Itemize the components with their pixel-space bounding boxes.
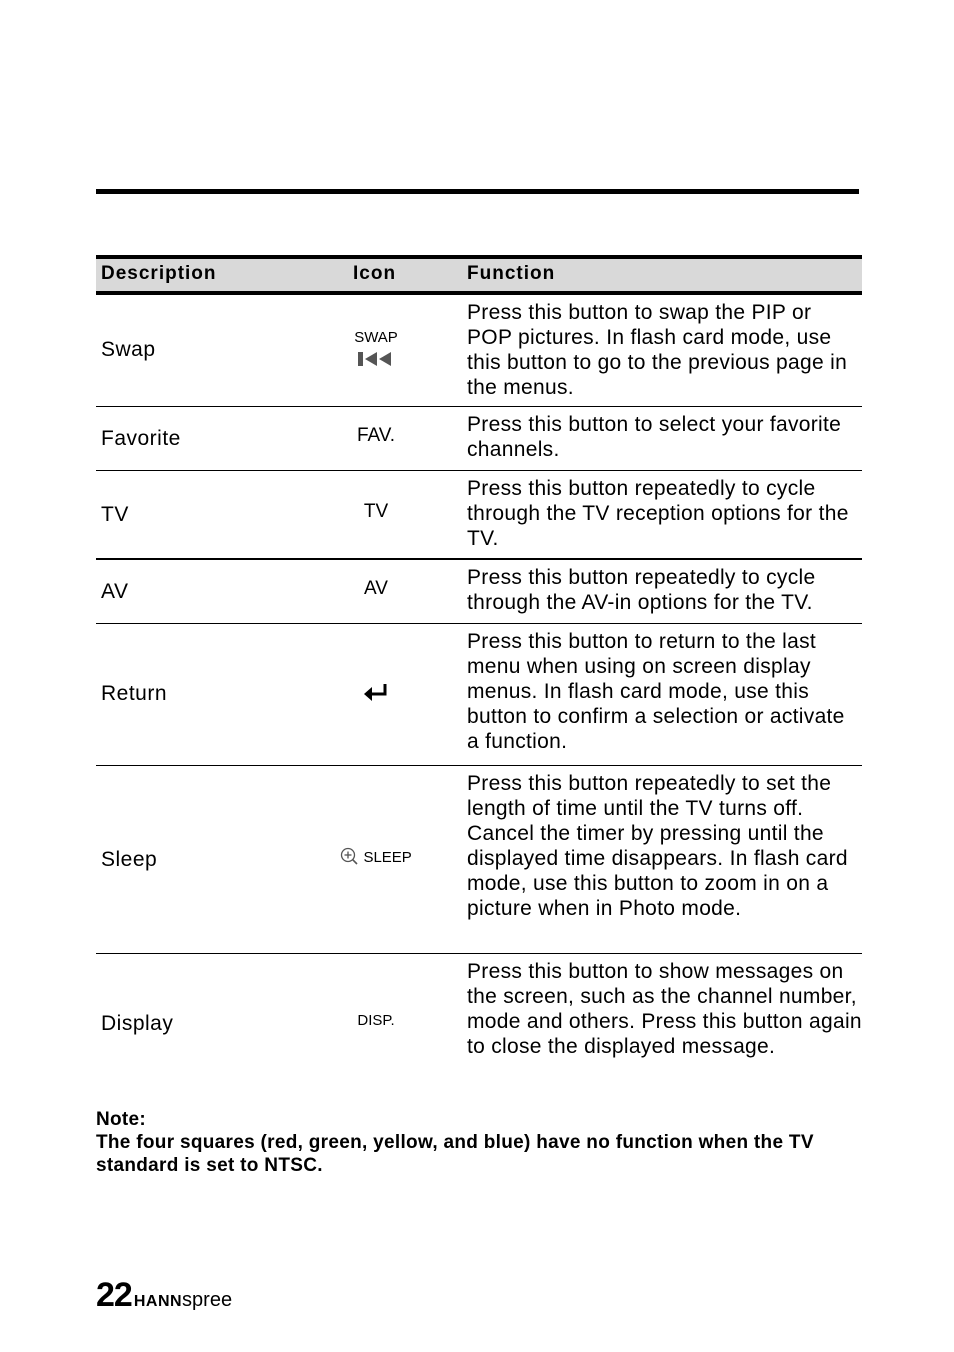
display-label: DISP.	[357, 1012, 395, 1029]
table-row	[96, 471, 862, 560]
header-icon: Icon	[353, 263, 397, 284]
table-row	[96, 766, 862, 954]
row-function: Press this button repeatedly to cycle through the AV-in options for the TV.	[467, 566, 816, 614]
row-function: Press this button to swap the PIP or POP pictures. In flash card mode, use this button to go to the previous page in the menus.	[467, 301, 848, 399]
row-function: Press this button to return to the last menu when using on screen display menus. In flash card mode, use this button to confirm a selection or activate a function.	[467, 630, 845, 753]
header-function: Function	[467, 263, 556, 284]
page-footer	[96, 1276, 232, 1315]
zoom-in-icon	[340, 847, 358, 865]
row-description: Return	[101, 682, 168, 705]
table-row	[96, 407, 862, 471]
table-row	[96, 624, 862, 766]
row-function: Press this button repeatedly to cycle through the TV reception options for the TV.	[467, 477, 849, 550]
header-description: Description	[101, 263, 217, 284]
tv-label: TV	[363, 501, 389, 522]
table-row	[96, 954, 862, 1094]
note	[96, 1108, 866, 1177]
brand-logo: HANNspree	[133, 1289, 233, 1311]
note-text: The four squares (red, green, yellow, and blue) have no function when the TV standard is set to NTSC.	[96, 1132, 814, 1176]
table-row	[96, 560, 862, 624]
swap-label: SWAP	[354, 329, 398, 346]
row-icon	[326, 326, 426, 367]
function-table	[96, 255, 862, 1094]
row-function: Press this button to show messages on the screen, such as the channel number, mode and others. Press this button again to close the displayed message.	[467, 960, 862, 1058]
row-description: AV	[101, 580, 129, 603]
row-function: Press this button repeatedly to set the length of time until the TV turns off. Cancel the timer by pressing until the displayed time disappears. In flash card mode, use this button to zoom in on a picture when in Photo mode.	[467, 772, 848, 920]
av-label: AV	[364, 578, 388, 599]
skip-previous-icon	[356, 351, 396, 367]
top-rule	[96, 189, 859, 194]
note-title: Note:	[96, 1109, 147, 1130]
row-description: TV	[101, 503, 129, 526]
row-icon	[326, 846, 426, 868]
row-description: Favorite	[101, 427, 181, 450]
row-description: Sleep	[101, 848, 158, 871]
page-number: 22	[96, 1276, 132, 1314]
row-function: Press this button to select your favorite channels.	[467, 413, 842, 461]
row-description: Display	[101, 1012, 174, 1035]
favorite-label: FAV.	[356, 425, 396, 446]
row-icon	[326, 682, 426, 708]
sleep-label: SLEEP	[363, 849, 412, 866]
row-description: Swap	[101, 338, 156, 361]
return-arrow-icon	[363, 682, 389, 702]
table-header	[96, 255, 862, 295]
table-row	[96, 295, 862, 407]
